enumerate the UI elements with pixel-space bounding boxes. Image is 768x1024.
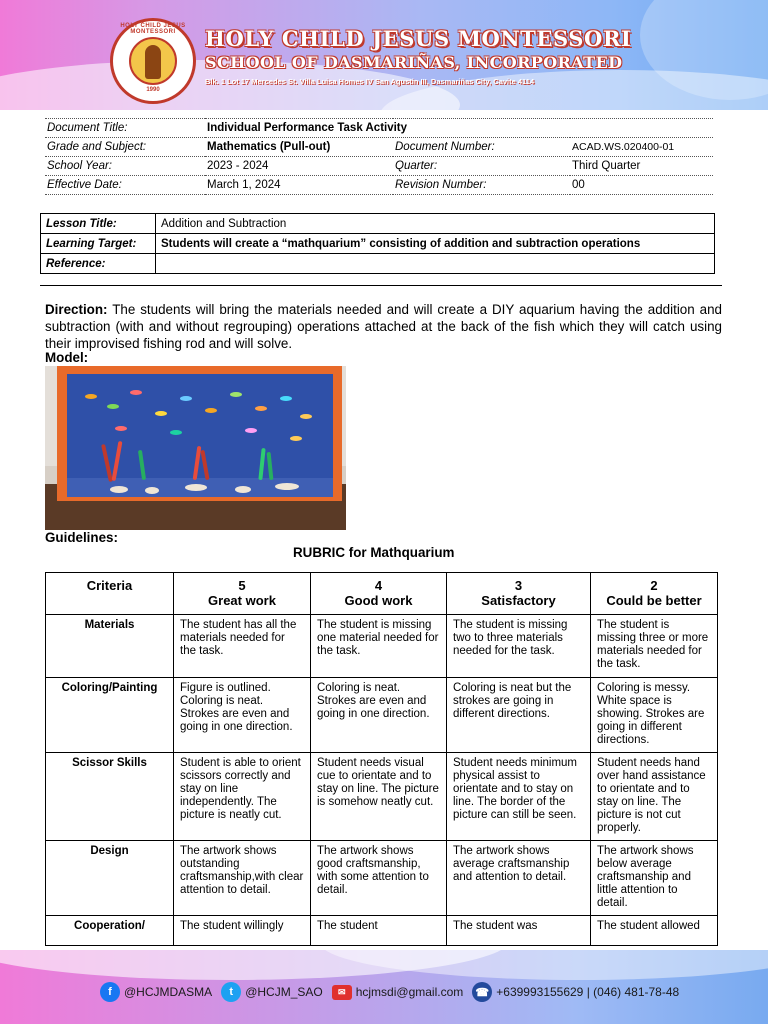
revision-value: 00 bbox=[570, 176, 713, 195]
school-address: Blk. 1 Lot 17 Mercedes St. Villa Luisa Homes IV San Agustin III, Dasmariñas City, Cavite 4114 bbox=[205, 77, 535, 86]
criteria-cell: Materials bbox=[46, 615, 174, 678]
header-score: 4 bbox=[374, 578, 383, 593]
school-name: HOLY CHILD JESUS MONTESSORI bbox=[205, 26, 632, 51]
seal-ring-text: HOLY CHILD JESUS MONTESSORI bbox=[120, 23, 186, 35]
doc-title-label: Document Title: bbox=[45, 119, 205, 138]
header-score-label: Good work bbox=[344, 593, 413, 608]
rubric-cell: The student willingly bbox=[174, 916, 311, 946]
header-score-label: Great work bbox=[208, 593, 276, 608]
direction-label: Direction: bbox=[45, 302, 108, 317]
fish-icon bbox=[155, 411, 167, 416]
table-row bbox=[46, 615, 718, 678]
table-row bbox=[46, 841, 718, 916]
seal-figure-icon bbox=[145, 45, 161, 79]
twitter-icon: t bbox=[221, 982, 241, 1002]
table-row bbox=[45, 119, 713, 138]
footer-wave bbox=[320, 950, 768, 980]
rubric-cell: The student allowed bbox=[591, 916, 718, 946]
fish-icon bbox=[180, 396, 192, 401]
learning-target-value: Students will create a “mathquarium” consisting of addition and subtraction operations bbox=[156, 234, 715, 254]
table-row bbox=[46, 916, 718, 946]
school-year-value: 2023 - 2024 bbox=[205, 157, 393, 176]
header-score-2 bbox=[591, 573, 718, 615]
email-address[interactable]: hcjmsdi@gmail.com bbox=[355, 985, 464, 999]
header-score-label: Satisfactory bbox=[481, 593, 556, 608]
table-row bbox=[46, 753, 718, 841]
fish-icon bbox=[300, 414, 312, 419]
rubric-table bbox=[45, 572, 718, 946]
docnum-label: Document Number: bbox=[393, 138, 570, 157]
rubric-cell: The artwork shows outstanding craftsmanship,with clear attention to detail. bbox=[174, 841, 311, 916]
table-row bbox=[41, 234, 715, 254]
rubric-header-row bbox=[46, 573, 718, 615]
table-row bbox=[46, 678, 718, 753]
rubric-cell: The student bbox=[311, 916, 447, 946]
header-score: 3 bbox=[514, 578, 523, 593]
effective-date-label: Effective Date: bbox=[45, 176, 205, 195]
stone-icon bbox=[185, 484, 207, 491]
table-row bbox=[45, 157, 713, 176]
rubric-cell: The artwork shows good craftsmanship, with some attention to detail. bbox=[311, 841, 447, 916]
school-subtitle: SCHOOL OF DASMARIÑAS, INCORPORATED bbox=[205, 53, 623, 72]
email-icon: ✉ bbox=[332, 985, 352, 1000]
rubric-cell: The student is missing one material needed for the task. bbox=[311, 615, 447, 678]
school-seal-logo bbox=[110, 18, 196, 104]
criteria-cell: Cooperation/ bbox=[46, 916, 174, 946]
fish-icon bbox=[290, 436, 302, 441]
fish-icon bbox=[230, 392, 242, 397]
table-row bbox=[41, 254, 715, 274]
quarter-label: Quarter: bbox=[393, 157, 570, 176]
divider bbox=[40, 285, 722, 286]
fish-icon bbox=[280, 396, 292, 401]
rubric-cell: The artwork shows below average craftsmanship and little attention to detail. bbox=[591, 841, 718, 916]
reference-label: Reference: bbox=[41, 254, 156, 274]
direction-text: The students will bring the materials needed and will create a DIY aquarium having the addition and subtraction (with and without regrouping) operations attached at the back of the fish which they will catch using their improvised fishing rod and will solve. bbox=[45, 302, 722, 351]
rubric-cell: Coloring is neat. Strokes are even and going in one direction. bbox=[311, 678, 447, 753]
criteria-cell: Design bbox=[46, 841, 174, 916]
direction-paragraph bbox=[45, 301, 722, 352]
header-score-5 bbox=[174, 573, 311, 615]
rubric-cell: The student is missing three or more materials needed for the task. bbox=[591, 615, 718, 678]
document-info-table bbox=[45, 118, 713, 195]
phone-icon: ☎ bbox=[472, 982, 492, 1002]
contact-bar bbox=[100, 982, 688, 1002]
header-score-3 bbox=[447, 573, 591, 615]
facebook-handle[interactable]: @HCJMDASMA bbox=[124, 985, 213, 999]
fish-icon bbox=[205, 408, 217, 413]
table-row bbox=[45, 138, 713, 157]
criteria-cell: Scissor Skills bbox=[46, 753, 174, 841]
fish-icon bbox=[115, 426, 127, 431]
fish-icon bbox=[255, 406, 267, 411]
stone-icon bbox=[235, 486, 251, 493]
seal-year: 1990 bbox=[146, 87, 160, 93]
docnum-value: ACAD.WS.020400-01 bbox=[570, 138, 713, 157]
rubric-cell: The student is missing two to three materials needed for the task. bbox=[447, 615, 591, 678]
header-score: 5 bbox=[238, 578, 246, 593]
fish-icon bbox=[107, 404, 119, 409]
header-score-label: Could be better bbox=[606, 593, 702, 608]
grade-label: Grade and Subject: bbox=[45, 138, 205, 157]
lesson-title-label: Lesson Title: bbox=[41, 214, 156, 234]
doc-title-value: Individual Performance Task Activity bbox=[205, 119, 713, 138]
guidelines-label: Guidelines: bbox=[45, 530, 118, 545]
letterhead bbox=[0, 0, 768, 110]
rubric-cell: Figure is outlined. Coloring is neat. Strokes are even and going in one direction. bbox=[174, 678, 311, 753]
rubric-title: RUBRIC for Mathquarium bbox=[293, 545, 455, 560]
stone-icon bbox=[275, 483, 299, 490]
table-row bbox=[41, 214, 715, 234]
stone-icon bbox=[145, 487, 159, 494]
aquarium-model-photo bbox=[45, 366, 346, 530]
grade-value: Mathematics (Pull-out) bbox=[205, 138, 393, 157]
footer bbox=[0, 950, 768, 1024]
header-criteria bbox=[46, 573, 174, 615]
phone-numbers[interactable]: +639993155629 | (046) 481-78-48 bbox=[496, 985, 680, 999]
revision-label: Revision Number: bbox=[393, 176, 570, 195]
learning-target-label: Learning Target: bbox=[41, 234, 156, 254]
header-score-4 bbox=[311, 573, 447, 615]
school-year-label: School Year: bbox=[45, 157, 205, 176]
rubric-cell: Coloring is messy. White space is showing. Strokes are going in different directions. bbox=[591, 678, 718, 753]
twitter-handle[interactable]: @HCJM_SAO bbox=[245, 985, 323, 999]
reference-value bbox=[156, 254, 715, 274]
fish-icon bbox=[85, 394, 97, 399]
table-row bbox=[45, 176, 713, 195]
rubric-cell: Student needs hand over hand assistance to orientate and to stay on line. The picture is not cut properly. bbox=[591, 753, 718, 841]
fish-icon bbox=[245, 428, 257, 433]
lesson-title-value: Addition and Subtraction bbox=[156, 214, 715, 234]
criteria-cell: Coloring/Painting bbox=[46, 678, 174, 753]
facebook-icon: f bbox=[100, 982, 120, 1002]
fish-icon bbox=[170, 430, 182, 435]
quarter-value: Third Quarter bbox=[570, 157, 713, 176]
lesson-table bbox=[40, 213, 715, 274]
stone-icon bbox=[110, 486, 128, 493]
rubric-cell: The student has all the materials needed for the task. bbox=[174, 615, 311, 678]
effective-date-value: March 1, 2024 bbox=[205, 176, 393, 195]
rubric-cell: Student is able to orient scissors correctly and stay on line independently. The picture is neatly cut. bbox=[174, 753, 311, 841]
rubric-cell: Student needs minimum physical assist to orientate and to stay on line. The border of the picture can still be seen. bbox=[447, 753, 591, 841]
header-score: 2 bbox=[650, 578, 658, 593]
header-criteria-label: Criteria bbox=[86, 578, 133, 593]
model-label: Model: bbox=[45, 350, 89, 365]
rubric-cell: The student was bbox=[447, 916, 591, 946]
rubric-cell: Student needs visual cue to orientate and to stay on line. The picture is somehow neatly cut. bbox=[311, 753, 447, 841]
rubric-cell: Coloring is neat but the strokes are going in different directions. bbox=[447, 678, 591, 753]
fish-icon bbox=[130, 390, 142, 395]
rubric-cell: The artwork shows average craftsmanship and attention to detail. bbox=[447, 841, 591, 916]
